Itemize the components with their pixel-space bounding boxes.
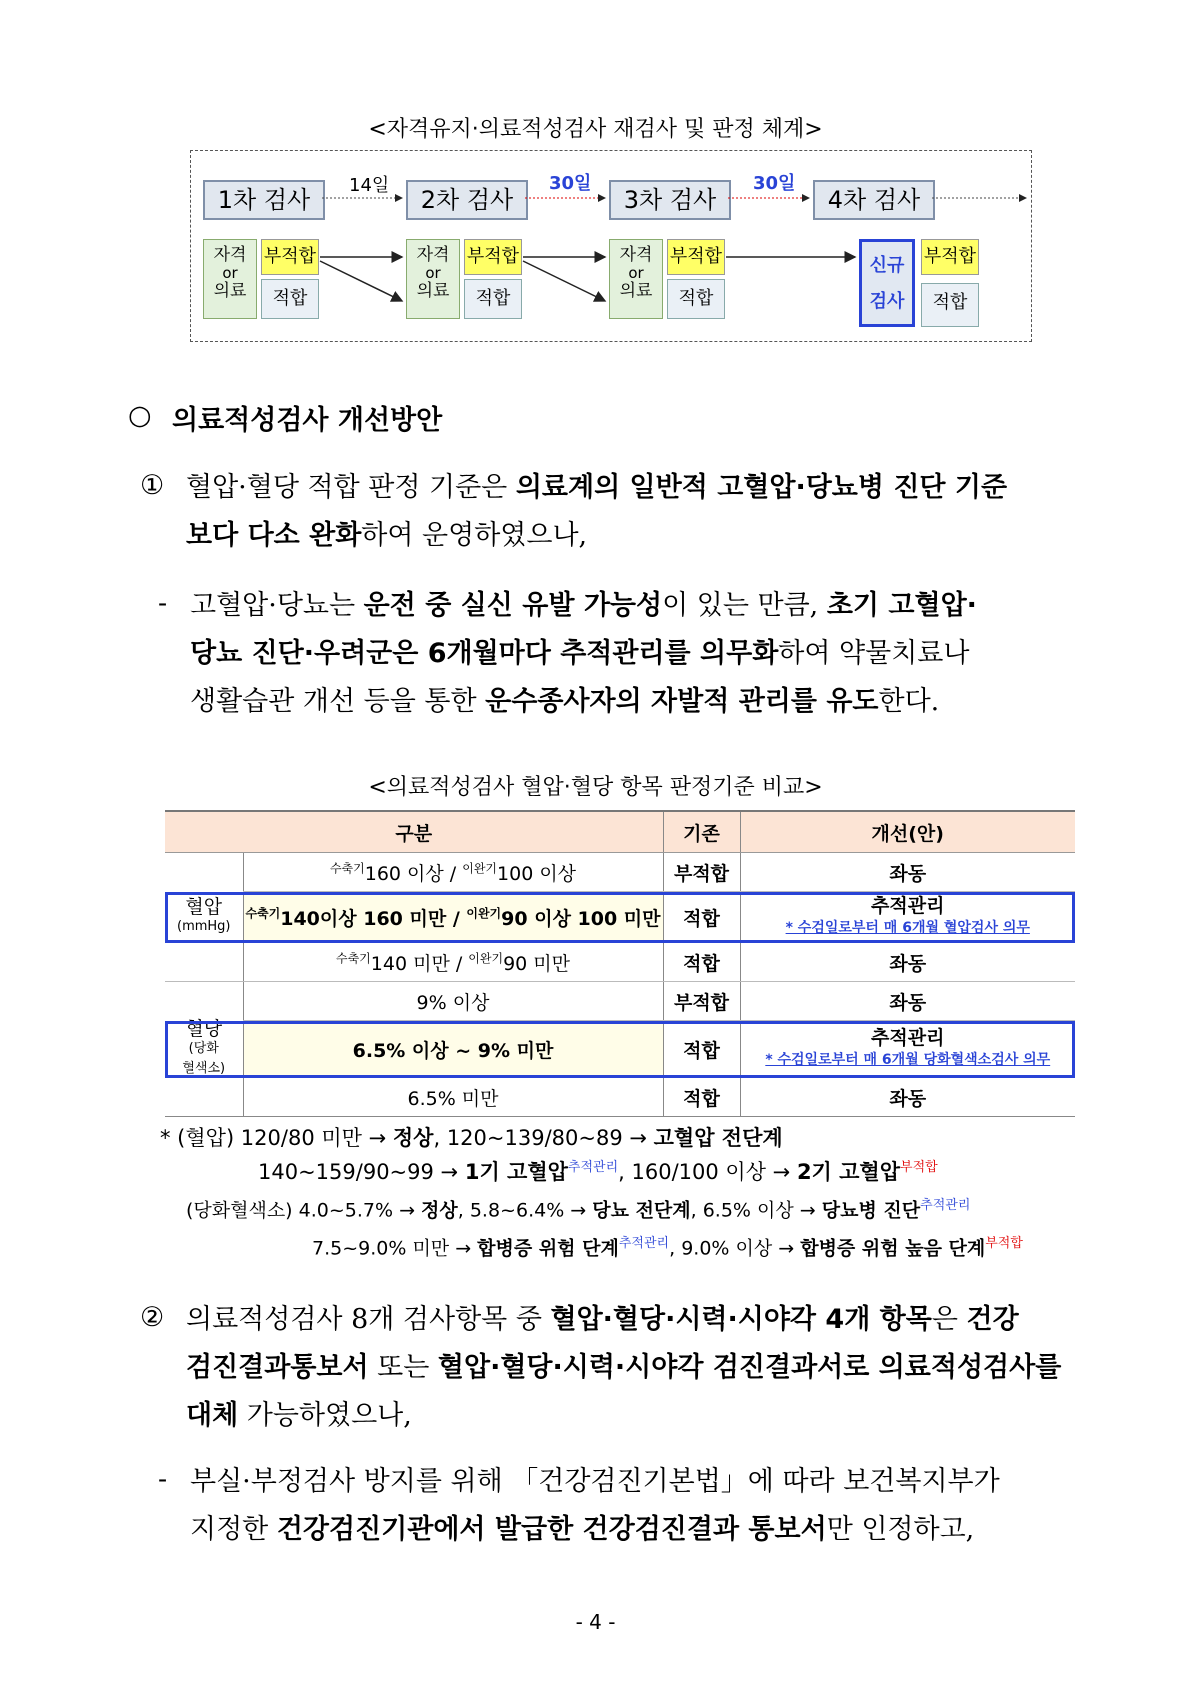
note-text: (당화혈색소) 4.0~5.7% → (186, 1199, 422, 1222)
bp-cond-b: 90 미만 (503, 952, 570, 975)
pass-box-3: 적합 (667, 279, 725, 319)
bp-cond-b: 90 이상 100 미만 (501, 907, 661, 930)
bs-cond-cell: 6.5% 미만 (243, 1078, 663, 1117)
new-text: 신규 (869, 255, 905, 276)
qual-text: 자격 (416, 245, 450, 265)
note-sup-tracking: 추적관리 (618, 1236, 670, 1251)
header-category: 구분 (165, 811, 663, 853)
sys-label: 수축기 (336, 951, 371, 966)
note-bold: 정상 (421, 1199, 458, 1222)
bp-new-cell: 좌동 (740, 943, 1075, 982)
bp-cond-b: 100 이상 (497, 862, 577, 885)
bs-new-value: 추적관리 (871, 1027, 945, 1049)
dash1-text2: 이 있는 만큼, (662, 590, 827, 621)
dash1-text5: 한다. (878, 686, 940, 717)
bp-old-cell: 적합 (663, 943, 740, 982)
section-bullet: ○ (128, 400, 152, 431)
qual-text: 자격 (619, 245, 653, 265)
table-header-row (165, 811, 1075, 853)
dash2-text3: 만 인정하고, (826, 1514, 975, 1545)
bp-cond-a: 140이상 160 미만 / (280, 907, 467, 930)
bp-cond-a: 160 이상 / (364, 862, 463, 885)
arrow-fail2-pass (523, 261, 605, 301)
note-bold: 2기 고혈압 (796, 1160, 901, 1184)
bs-new-note: * 수검일로부터 매 6개월 당화혈색소검사 의무 (765, 1052, 1051, 1068)
note-bold: 합병증 위험 단계 (477, 1237, 619, 1260)
note-sup-tracking: 추적관리 (920, 1198, 971, 1213)
note-sup-fail: 부적합 (985, 1236, 1023, 1251)
check-text: 검사 (869, 291, 905, 312)
dash1-bold3: 당뇨 진단·우려군은 6개월마다 추적관리를 의무화 (190, 638, 779, 669)
stage-2: 2차 검사 (406, 180, 528, 220)
table-row (165, 1021, 1075, 1078)
dash1-text4: 생활습관 개선 등을 통한 (190, 686, 486, 717)
bp-group-label: 혈압 (185, 896, 223, 918)
header-improved: 개선(안) (740, 811, 1075, 853)
item2-number: ② (140, 1302, 165, 1333)
gap-label-3: 30일 (753, 173, 796, 194)
dia-label: 이완기 (468, 951, 504, 966)
dash2-marker: - (158, 1464, 168, 1495)
bs-old-cell: 부적합 (663, 982, 740, 1021)
page-number: - 4 - (575, 1610, 616, 1634)
item2-bold1: 혈압·혈당·시력·시야각 4개 항목 (550, 1304, 932, 1335)
note-bold: 정상 (392, 1126, 434, 1150)
medical-text: 의료 (619, 281, 653, 301)
note-line-2 (258, 1156, 938, 1186)
dash1-paragraph (190, 582, 1080, 726)
dash2-text2: 지정한 (190, 1514, 277, 1545)
table-row (165, 982, 1075, 1021)
bp-new-cell: 좌동 (740, 853, 1075, 892)
bp-new-note: * 수검일로부터 매 6개월 혈압검사 의무 (785, 920, 1030, 936)
item1-bold2: 보다 다소 완화 (186, 520, 362, 551)
dash1-marker: - (158, 588, 168, 619)
note-bold: 합병증 위험 높음 단계 (800, 1237, 986, 1260)
item2-text4: 가능하였으나, (238, 1400, 412, 1431)
dia-label: 이완기 (466, 906, 502, 921)
note-line-4 (312, 1232, 1023, 1260)
or-text: or (222, 264, 238, 282)
stage-4: 4차 검사 (813, 180, 935, 220)
bs-old-cell: 적합 (663, 1078, 740, 1117)
bs-cond-cell: 6.5% 이상 ~ 9% 미만 (243, 1021, 663, 1078)
note-text: 140~159/90~99 → (258, 1160, 465, 1184)
bp-group-cell (165, 853, 243, 982)
note-line-1 (160, 1122, 783, 1152)
pass-box-4: 적합 (921, 283, 979, 327)
table-row (165, 853, 1075, 892)
fail-box-1: 부적합 (261, 239, 319, 275)
note-bold: 고혈압 전단계 (653, 1126, 783, 1150)
item2-bold3: 검진결과통보서 (186, 1352, 369, 1383)
item1-text2: 하여 운영하였으나, (361, 520, 588, 551)
note-bold: 1기 고혈압 (464, 1160, 568, 1184)
pass-box-1: 적합 (261, 279, 319, 319)
bp-new-cell (740, 892, 1075, 943)
bp-old-cell: 부적합 (663, 853, 740, 892)
note-text: , 120~139/80~89 → (433, 1126, 654, 1150)
section-title: 의료적성검사 개선방안 (172, 405, 443, 436)
bp-cond-cell (243, 892, 663, 943)
or-text: or (628, 264, 644, 282)
bs-new-cell: 좌동 (740, 1078, 1075, 1117)
diagram-caption: <자격유지·의료적성검사 재검사 및 판정 체계> (368, 117, 823, 142)
dash2-bold1: 건강검진기관에서 발급한 건강검진결과 통보서 (276, 1514, 827, 1545)
stage-1: 1차 검사 (203, 180, 325, 220)
retest-flow-diagram (190, 150, 1032, 342)
sys-label: 수축기 (329, 861, 365, 876)
bs-group-label: 혈당 (185, 1018, 223, 1040)
table-row (165, 943, 1075, 982)
note-text: , 9.0% 이상 → (669, 1237, 801, 1260)
note-line-3 (186, 1194, 970, 1222)
dash2-paragraph (190, 1458, 1080, 1554)
bs-old-cell: 적합 (663, 1021, 740, 1078)
note-bold: 당뇨병 진단 (821, 1199, 921, 1222)
flow-arrows (191, 151, 1031, 341)
item2-bold2: 건강 (966, 1304, 1019, 1335)
bp-unit-label: (mmHg) (177, 919, 231, 934)
item1-paragraph (186, 464, 1076, 560)
bp-new-value: 추적관리 (871, 895, 945, 917)
bp-cond-cell (243, 943, 663, 982)
arrow-fail1-pass (320, 261, 402, 301)
or-text: or (425, 264, 441, 282)
dash1-bold2: 초기 고혈압· (826, 590, 977, 621)
gap-label-2: 30일 (549, 173, 592, 194)
item1-bold1: 의료계의 일반적 고혈압·당뇨병 진단 기준 (515, 472, 1008, 503)
note-text: * (혈압) 120/80 미만 → (160, 1126, 393, 1150)
note-bold: 당뇨 전단계 (592, 1199, 691, 1222)
note-text: , 5.8~6.4% → (457, 1199, 593, 1222)
bs-new-cell (740, 1021, 1075, 1078)
item2-text2: 은 (931, 1304, 967, 1335)
bp-cond-a: 140 미만 / (370, 952, 469, 975)
item2-bold5: 대체 (186, 1400, 239, 1431)
header-existing: 기존 (663, 811, 740, 853)
bs-unit-label-1: (당화 (188, 1041, 219, 1056)
bs-new-cell: 좌동 (740, 982, 1075, 1021)
fail-box-2: 부적합 (464, 239, 522, 275)
note-text: 7.5~9.0% 미만 → (312, 1237, 478, 1260)
bs-cond-cell: 9% 이상 (243, 982, 663, 1021)
item2-paragraph (186, 1296, 1076, 1440)
item2-text1: 의료적성검사 8개 검사항목 중 (186, 1304, 551, 1335)
item1-number: ① (140, 470, 165, 501)
note-sup-fail: 부적합 (900, 1160, 938, 1175)
item2-text3: 또는 (368, 1352, 438, 1383)
bs-unit-label-2: 혈색소) (182, 1061, 226, 1076)
dash1-text3: 하여 약물치료나 (778, 638, 970, 669)
pass-box-2: 적합 (464, 279, 522, 319)
bp-cond-cell (243, 853, 663, 892)
sys-label: 수축기 (245, 906, 281, 921)
note-text: , 160/100 이상 → (618, 1160, 797, 1184)
gap-label-1: 14일 (349, 175, 390, 196)
dash1-bold1: 운전 중 실신 유발 가능성 (363, 590, 663, 621)
fail-box-3: 부적합 (667, 239, 725, 275)
item2-bold4: 혈압·혈당·시력·시야각 검진결과서로 의료적성검사를 (437, 1352, 1062, 1383)
medical-text: 의료 (416, 281, 450, 301)
dash1-bold4: 운수종사자의 자발적 관리를 유도 (485, 686, 879, 717)
dash2-text1: 부실·부정검사 방지를 위해 「건강검진기본법」에 따라 보건복지부가 (190, 1466, 1000, 1497)
bp-old-cell: 적합 (663, 892, 740, 943)
note-text: , 6.5% 이상 → (690, 1199, 822, 1222)
medical-text: 의료 (213, 281, 247, 301)
criteria-table (165, 810, 1075, 1117)
bs-group-cell (165, 982, 243, 1117)
qual-text: 자격 (213, 245, 247, 265)
dash1-text1: 고혈압·당뇨는 (190, 590, 364, 621)
table-caption: <의료적성검사 혈압·혈당 항목 판정기준 비교> (368, 775, 823, 800)
note-sup-tracking: 추적관리 (567, 1160, 619, 1175)
fail-box-4: 부적합 (921, 239, 979, 275)
stage-3: 3차 검사 (609, 180, 731, 220)
item1-text1: 혈압·혈당 적합 판정 기준은 (186, 472, 516, 503)
table-row (165, 892, 1075, 943)
table-row (165, 1078, 1075, 1117)
dia-label: 이완기 (462, 861, 498, 876)
